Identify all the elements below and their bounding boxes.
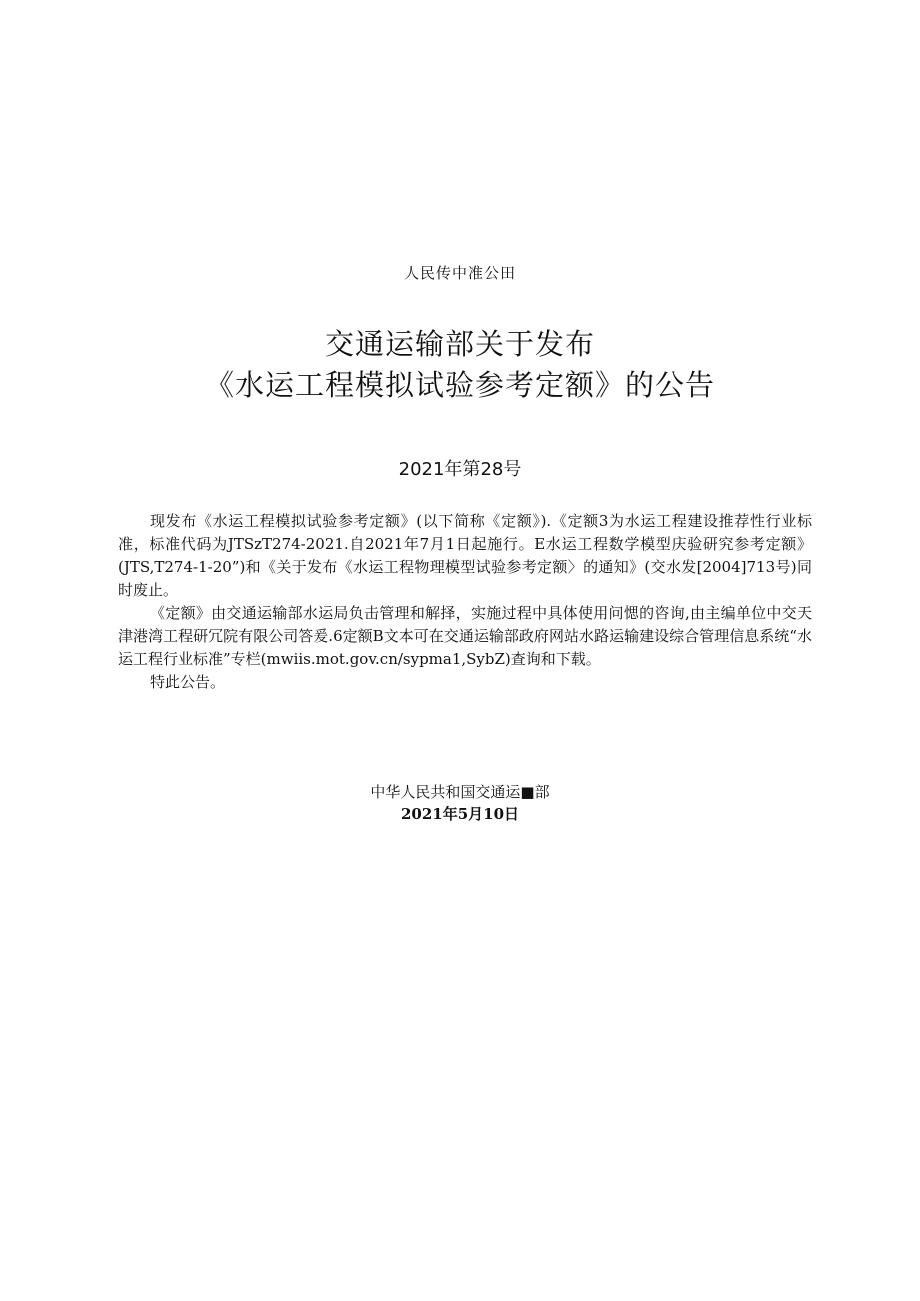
document-title (0, 324, 920, 406)
document-number: 2021年第28号 (398, 459, 522, 480)
title-line-1: 交通运输部关于发布 (324, 327, 595, 361)
signature-block (0, 781, 920, 825)
body-paragraph-3: 特此公告。 (150, 673, 226, 691)
body-paragraph-2: 《定额》由交通运输部水运局负击管理和解择，实施过程中具体使用问愢的咨询,由主编单位中交天津港湾工程研冗院有限公司答爰.6定额B文本可在交通运输部政府网站水路运输建设综合管理信息系统“水运工程行业标准”专栏(mwiis.mot.gov.cn/sypma1,SybZ)查询和下载。 (118, 604, 812, 668)
announcement-body (118, 510, 812, 694)
issuer-header: 人民传中准公田 (403, 264, 516, 282)
title-line-2: 《水运工程模拟试验参考定额》的公告 (204, 368, 715, 402)
signature-date: 2021年5月10日 (400, 805, 520, 823)
body-paragraph-1: 现发布《水运工程模拟试验参考定额》(以下简称《定额》).《定额3为水运工程建设推荐性行业标准，标准代码为JTSzT274-2021.自2021年7月1日起施行。E水运工程数学模型庆验研究参考定额》(JTS,T274-1-20”)和《关于发布《水运工程物理模型试验参考定额〉的通知》(交水发[2004]713号)同时废止。 (118, 512, 812, 599)
signature-issuer: 中华人民共和国交通运■部 (370, 783, 550, 801)
